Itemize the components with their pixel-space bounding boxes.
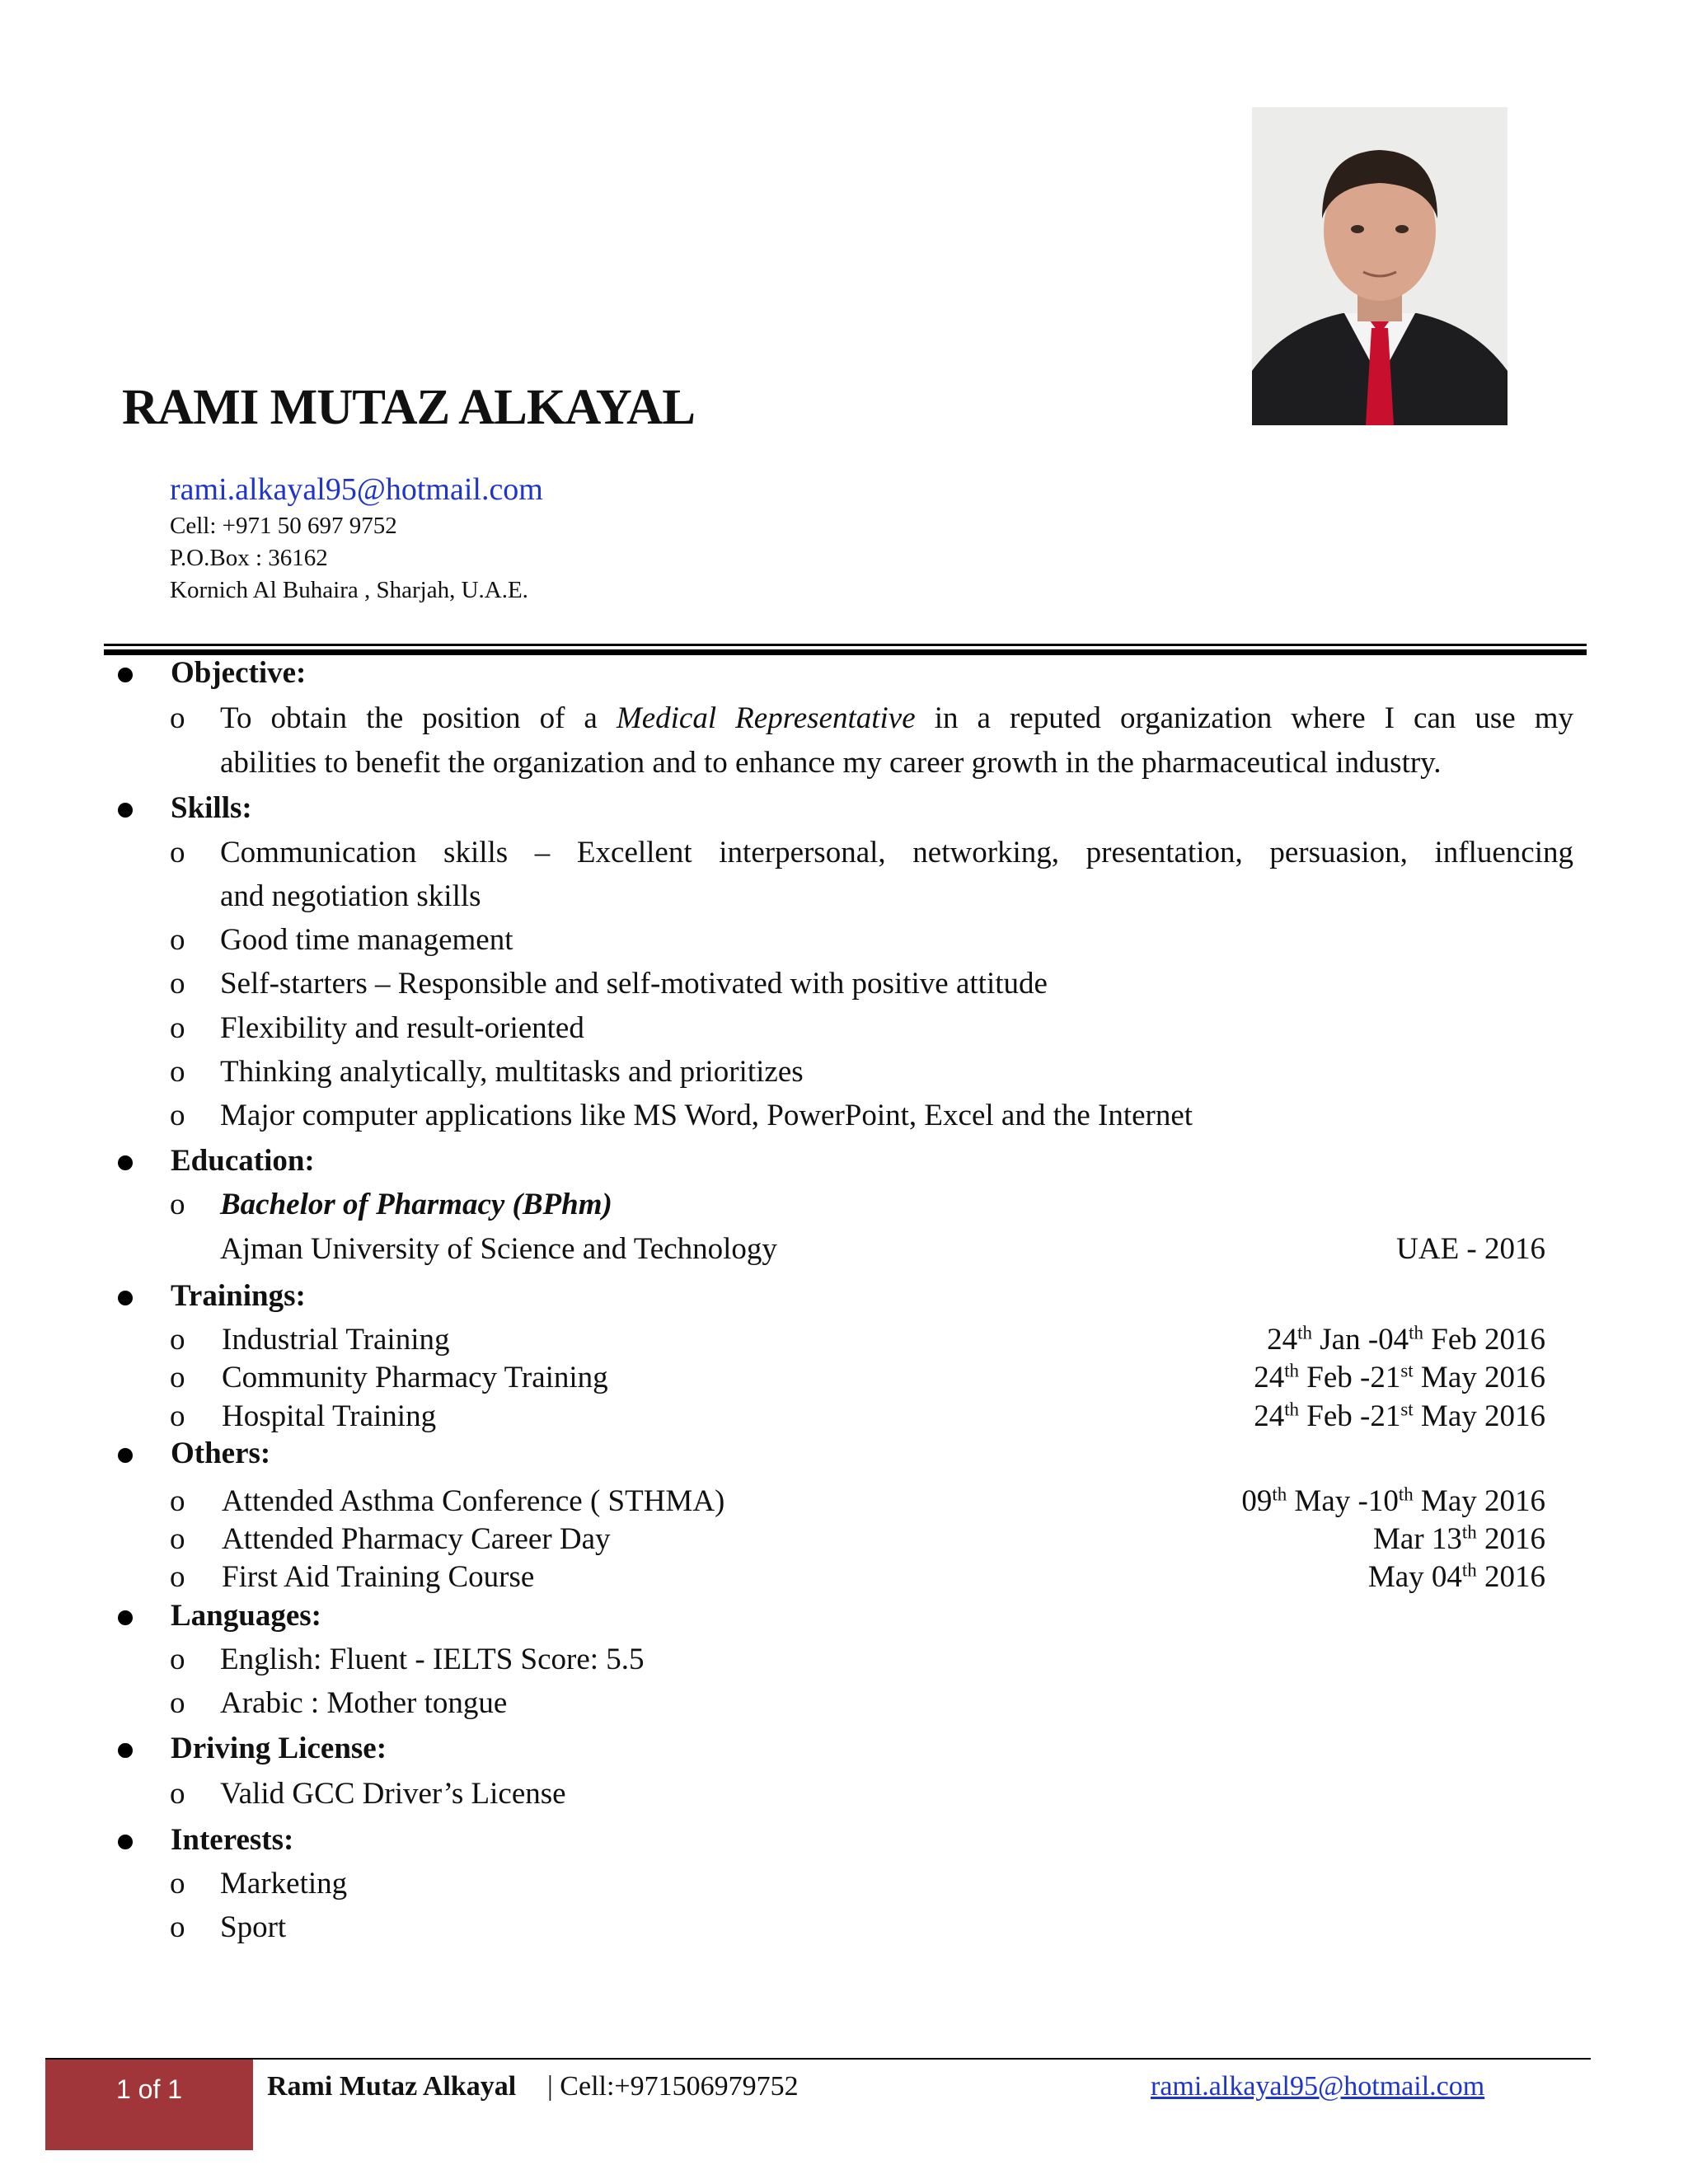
interest-sport: Sport: [220, 1910, 287, 1944]
bullet-icon: [118, 1743, 133, 1758]
other-career-day-date: Mar 13th 2016: [1373, 1521, 1545, 1556]
other-asthma-conference: Attended Asthma Conference ( STHMA): [222, 1484, 725, 1518]
objective-line-1: [220, 701, 1573, 736]
header-divider-thin: [104, 644, 1587, 646]
skill-computer: Major computer applications like MS Word, PowerPoint, Excel and the Internet: [220, 1099, 1193, 1132]
driving-license-item: Valid GCC Driver’s License: [220, 1777, 566, 1811]
sub-bullet-marker: o: [170, 1011, 185, 1045]
bullet-icon: [118, 668, 133, 682]
bullet-icon: [118, 1610, 133, 1625]
sub-bullet-marker: o: [170, 967, 185, 1001]
bullet-icon: [118, 803, 133, 818]
objective-text-end: in a reputed organization where I can use my: [934, 701, 1574, 735]
candidate-name: RAMI MUTAZ ALKAYAL: [122, 380, 695, 435]
training-community-date: 24th Feb -21st May 2016: [1254, 1360, 1545, 1394]
other-first-aid-date: May 04th 2016: [1367, 1559, 1545, 1594]
sub-bullet-marker: o: [170, 1867, 185, 1900]
section-title-education: Education:: [171, 1144, 315, 1178]
section-title-languages: Languages:: [171, 1599, 321, 1633]
language-english: English: Fluent - IELTS Score: 5.5: [220, 1643, 645, 1676]
section-title-skills: Skills:: [171, 791, 252, 825]
section-title-others: Others:: [171, 1436, 271, 1470]
section-title-objective: Objective:: [171, 656, 307, 690]
other-first-aid: First Aid Training Course: [222, 1560, 535, 1594]
skill-communication-line-1: Communication skills – Excellent interpersonal, networking, presentation, persuasion, influencing: [220, 836, 1573, 869]
training-industrial: Industrial Training: [222, 1323, 450, 1357]
sub-bullet-marker: o: [170, 1522, 185, 1556]
education-date: UAE - 2016: [1396, 1232, 1545, 1266]
sub-bullet-marker: o: [170, 1361, 185, 1394]
email-link[interactable]: rami.alkayal95@hotmail.com: [170, 472, 543, 507]
skill-communication-line-2: and negotiation skills: [220, 879, 481, 913]
education-university: Ajman University of Science and Technology: [220, 1232, 777, 1266]
education-degree: Bachelor of Pharmacy (BPhm): [220, 1188, 612, 1221]
interest-marketing: Marketing: [220, 1867, 348, 1900]
language-arabic: Arabic : Mother tongue: [220, 1686, 508, 1720]
bullet-icon: [118, 1155, 133, 1170]
header-divider-thick: [104, 649, 1587, 655]
sub-bullet-marker: o: [170, 1484, 185, 1518]
po-box: P.O.Box : 36162: [170, 545, 328, 571]
bullet-icon: [118, 1291, 133, 1305]
other-career-day: Attended Pharmacy Career Day: [222, 1522, 611, 1556]
bullet-icon: [118, 1448, 133, 1463]
section-title-driving-license: Driving License:: [171, 1732, 387, 1765]
other-asthma-date: 09th May -10th May 2016: [1241, 1483, 1545, 1518]
address: Kornich Al Buhaira , Sharjah, U.A.E.: [170, 577, 528, 603]
objective-role: Medical Representative: [616, 701, 916, 735]
sub-bullet-marker: o: [170, 836, 185, 869]
sub-bullet-marker: o: [170, 1323, 185, 1357]
sub-bullet-marker: o: [170, 1560, 185, 1594]
sub-bullet-marker: o: [170, 1099, 185, 1132]
profile-photo: [1252, 107, 1507, 425]
training-hospital: Hospital Training: [222, 1399, 437, 1433]
training-hospital-date: 24th Feb -21st May 2016: [1254, 1399, 1545, 1433]
sub-bullet-marker: o: [170, 1686, 185, 1720]
training-community-pharmacy: Community Pharmacy Training: [222, 1361, 608, 1394]
footer-cell: | Cell:+971506979752: [547, 2071, 799, 2102]
skill-time-management: Good time management: [220, 923, 513, 957]
objective-line-2: abilities to benefit the organization and to enhance my career growth in the pharmaceutical industry.: [220, 746, 1442, 780]
sub-bullet-marker: o: [170, 1910, 185, 1944]
skill-flexibility: Flexibility and result-oriented: [220, 1011, 584, 1045]
section-title-trainings: Trainings:: [171, 1279, 306, 1313]
page-number: 1 of 1: [115, 2074, 183, 2104]
section-title-interests: Interests:: [171, 1823, 294, 1857]
sub-bullet-marker: o: [170, 1777, 185, 1811]
page-number-box: [45, 2060, 253, 2150]
sub-bullet-marker: o: [170, 923, 185, 957]
cell-number: Cell: +971 50 697 9752: [170, 513, 397, 539]
sub-bullet-marker: o: [170, 1055, 185, 1089]
footer-divider: [45, 2058, 1591, 2060]
sub-bullet-marker: o: [170, 1188, 185, 1221]
bullet-icon: [118, 1835, 133, 1849]
sub-bullet-marker: o: [170, 1399, 185, 1433]
skill-analytical: Thinking analytically, multitasks and prioritizes: [220, 1055, 804, 1089]
sub-bullet-marker: o: [170, 701, 185, 735]
sub-bullet-marker: o: [170, 1643, 185, 1676]
training-industrial-date: 24th Jan -04th Feb 2016: [1267, 1322, 1545, 1357]
objective-text-start: To obtain the position of a: [220, 701, 598, 735]
skill-self-starter: Self-starters – Responsible and self-motivated with positive attitude: [220, 967, 1048, 1001]
footer-name: Rami Mutaz Alkayal: [267, 2071, 517, 2102]
footer-email-link[interactable]: rami.alkayal95@hotmail.com: [1151, 2071, 1485, 2102]
